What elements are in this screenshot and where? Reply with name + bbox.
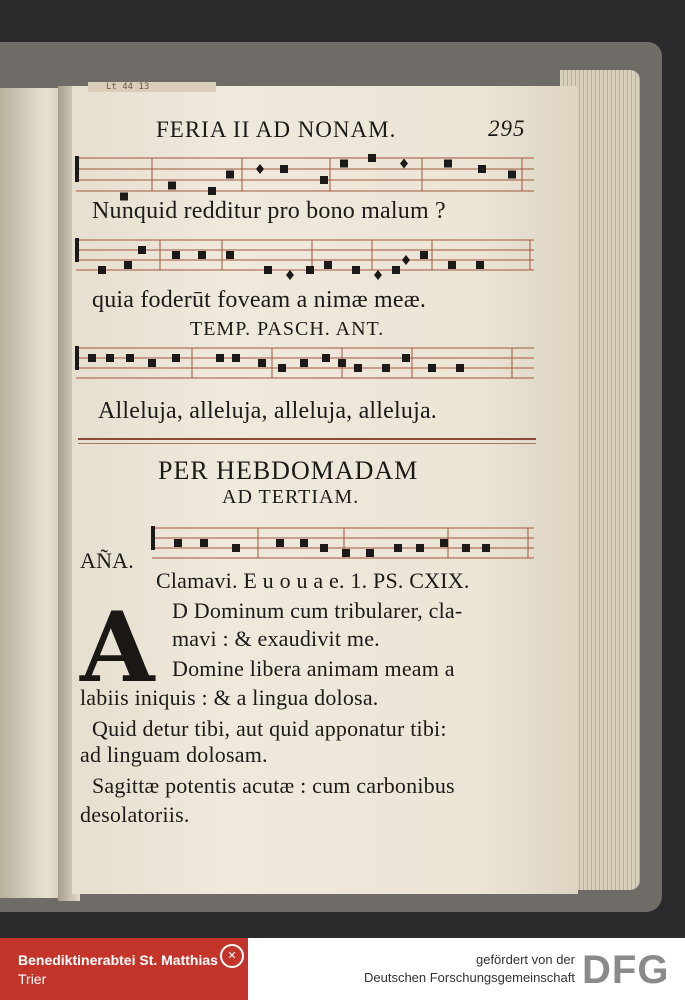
rhombus-neume — [286, 270, 294, 280]
running-header: FERIA II AD NONAM. — [156, 117, 397, 142]
square-neume — [394, 544, 402, 552]
institution-badge[interactable] — [0, 938, 248, 1000]
square-neume — [264, 266, 272, 274]
divider-rule-thin — [78, 443, 536, 444]
verse-line-2: mavi : & exaudivit me. — [172, 626, 380, 651]
square-neume — [382, 364, 390, 372]
facing-page — [0, 88, 66, 898]
square-neume — [300, 359, 308, 367]
square-neume — [508, 171, 516, 179]
square-neume — [402, 354, 410, 362]
square-neume — [416, 544, 424, 552]
verse-line-8: desolatoriis. — [80, 802, 190, 827]
lyric-line-2: quia foderūt foveam a nimæ meæ. — [92, 287, 427, 313]
dfg-logo[interactable]: DFG — [582, 948, 670, 992]
section-heading-hebdomadam: PER HEBDOMADAM — [158, 456, 419, 485]
square-neume — [428, 364, 436, 372]
square-neume — [340, 160, 348, 168]
square-neume — [226, 171, 234, 179]
clef-mark — [75, 238, 79, 262]
intonation-line: Clamavi. E u o u a e. 1. PS. CXIX. — [156, 568, 470, 593]
clef-mark — [75, 346, 79, 370]
music-staff-4 — [148, 516, 538, 572]
square-neume — [440, 539, 448, 547]
square-neume — [88, 354, 96, 362]
square-neume — [482, 544, 490, 552]
square-neume — [392, 266, 400, 274]
clef-mark — [151, 526, 155, 550]
funder-line-1: gefördert von der — [475, 952, 575, 967]
divider-rule — [78, 438, 536, 440]
footer-bar — [0, 938, 685, 1000]
music-staff-3 — [72, 342, 538, 400]
square-neume — [208, 187, 216, 195]
square-neume — [232, 354, 240, 362]
clef-mark — [75, 156, 79, 182]
square-neume — [478, 165, 486, 173]
square-neume — [320, 544, 328, 552]
square-neume — [462, 544, 470, 552]
square-neume — [276, 539, 284, 547]
section-heading-pasch: TEMP. PASCH. ANT. — [190, 318, 385, 340]
lyric-line-1: Nunquid redditur pro bono malum ? — [92, 198, 446, 224]
page-number: 295 — [488, 116, 526, 141]
institution-name: Benediktinerabtei St. Matthias — [18, 952, 218, 968]
verse-line-7: Sagittæ potentis acutæ : cum carbonibus — [92, 773, 455, 798]
rhombus-neume — [400, 159, 408, 169]
rhombus-neume — [374, 270, 382, 280]
square-neume — [168, 182, 176, 190]
square-neume — [232, 544, 240, 552]
square-neume — [172, 251, 180, 259]
verse-line-4: labiis iniquis : & a lingua dolosa. — [80, 685, 379, 710]
verse-line-3: Domine libera animam meam a — [172, 656, 455, 681]
square-neume — [138, 246, 146, 254]
square-neume — [200, 539, 208, 547]
section-subheading-tertiam: AD TERTIAM. — [222, 486, 360, 508]
verse-line-5: Quid detur tibi, aut quid apponatur tibi: — [92, 716, 447, 741]
square-neume — [444, 160, 452, 168]
square-neume — [126, 354, 134, 362]
square-neume — [448, 261, 456, 269]
abbey-seal-icon: ✕ — [220, 944, 244, 968]
square-neume — [258, 359, 266, 367]
rhombus-neume — [402, 255, 410, 265]
square-neume — [352, 266, 360, 274]
square-neume — [278, 364, 286, 372]
square-neume — [320, 176, 328, 184]
square-neume — [354, 364, 362, 372]
square-neume — [324, 261, 332, 269]
square-neume — [420, 251, 428, 259]
square-neume — [148, 359, 156, 367]
square-neume — [476, 261, 484, 269]
verse-line-1: D Dominum cum tribularer, cla- — [172, 598, 463, 623]
square-neume — [456, 364, 464, 372]
square-neume — [306, 266, 314, 274]
lyric-alleluja: Alleluja, alleluja, alleluja, alleluja. — [98, 398, 437, 424]
institution-city: Trier — [18, 971, 47, 987]
antiphon-label: AÑA. — [80, 548, 134, 573]
square-neume — [106, 354, 114, 362]
square-neume — [98, 266, 106, 274]
square-neume — [342, 549, 350, 557]
square-neume — [198, 251, 206, 259]
verse-line-6: ad linguam dolosam. — [80, 742, 268, 767]
shelf-label: Lt 44 13 — [88, 82, 216, 92]
square-neume — [172, 354, 180, 362]
square-neume — [216, 354, 224, 362]
square-neume — [338, 359, 346, 367]
square-neume — [226, 251, 234, 259]
square-neume — [366, 549, 374, 557]
square-neume — [368, 154, 376, 162]
rhombus-neume — [256, 164, 264, 174]
funder-line-2: Deutschen Forschungsgemeinschaft — [363, 970, 575, 985]
square-neume — [124, 261, 132, 269]
square-neume — [174, 539, 182, 547]
initial-capital: A — [80, 591, 155, 704]
square-neume — [322, 354, 330, 362]
square-neume — [280, 165, 288, 173]
square-neume — [300, 539, 308, 547]
